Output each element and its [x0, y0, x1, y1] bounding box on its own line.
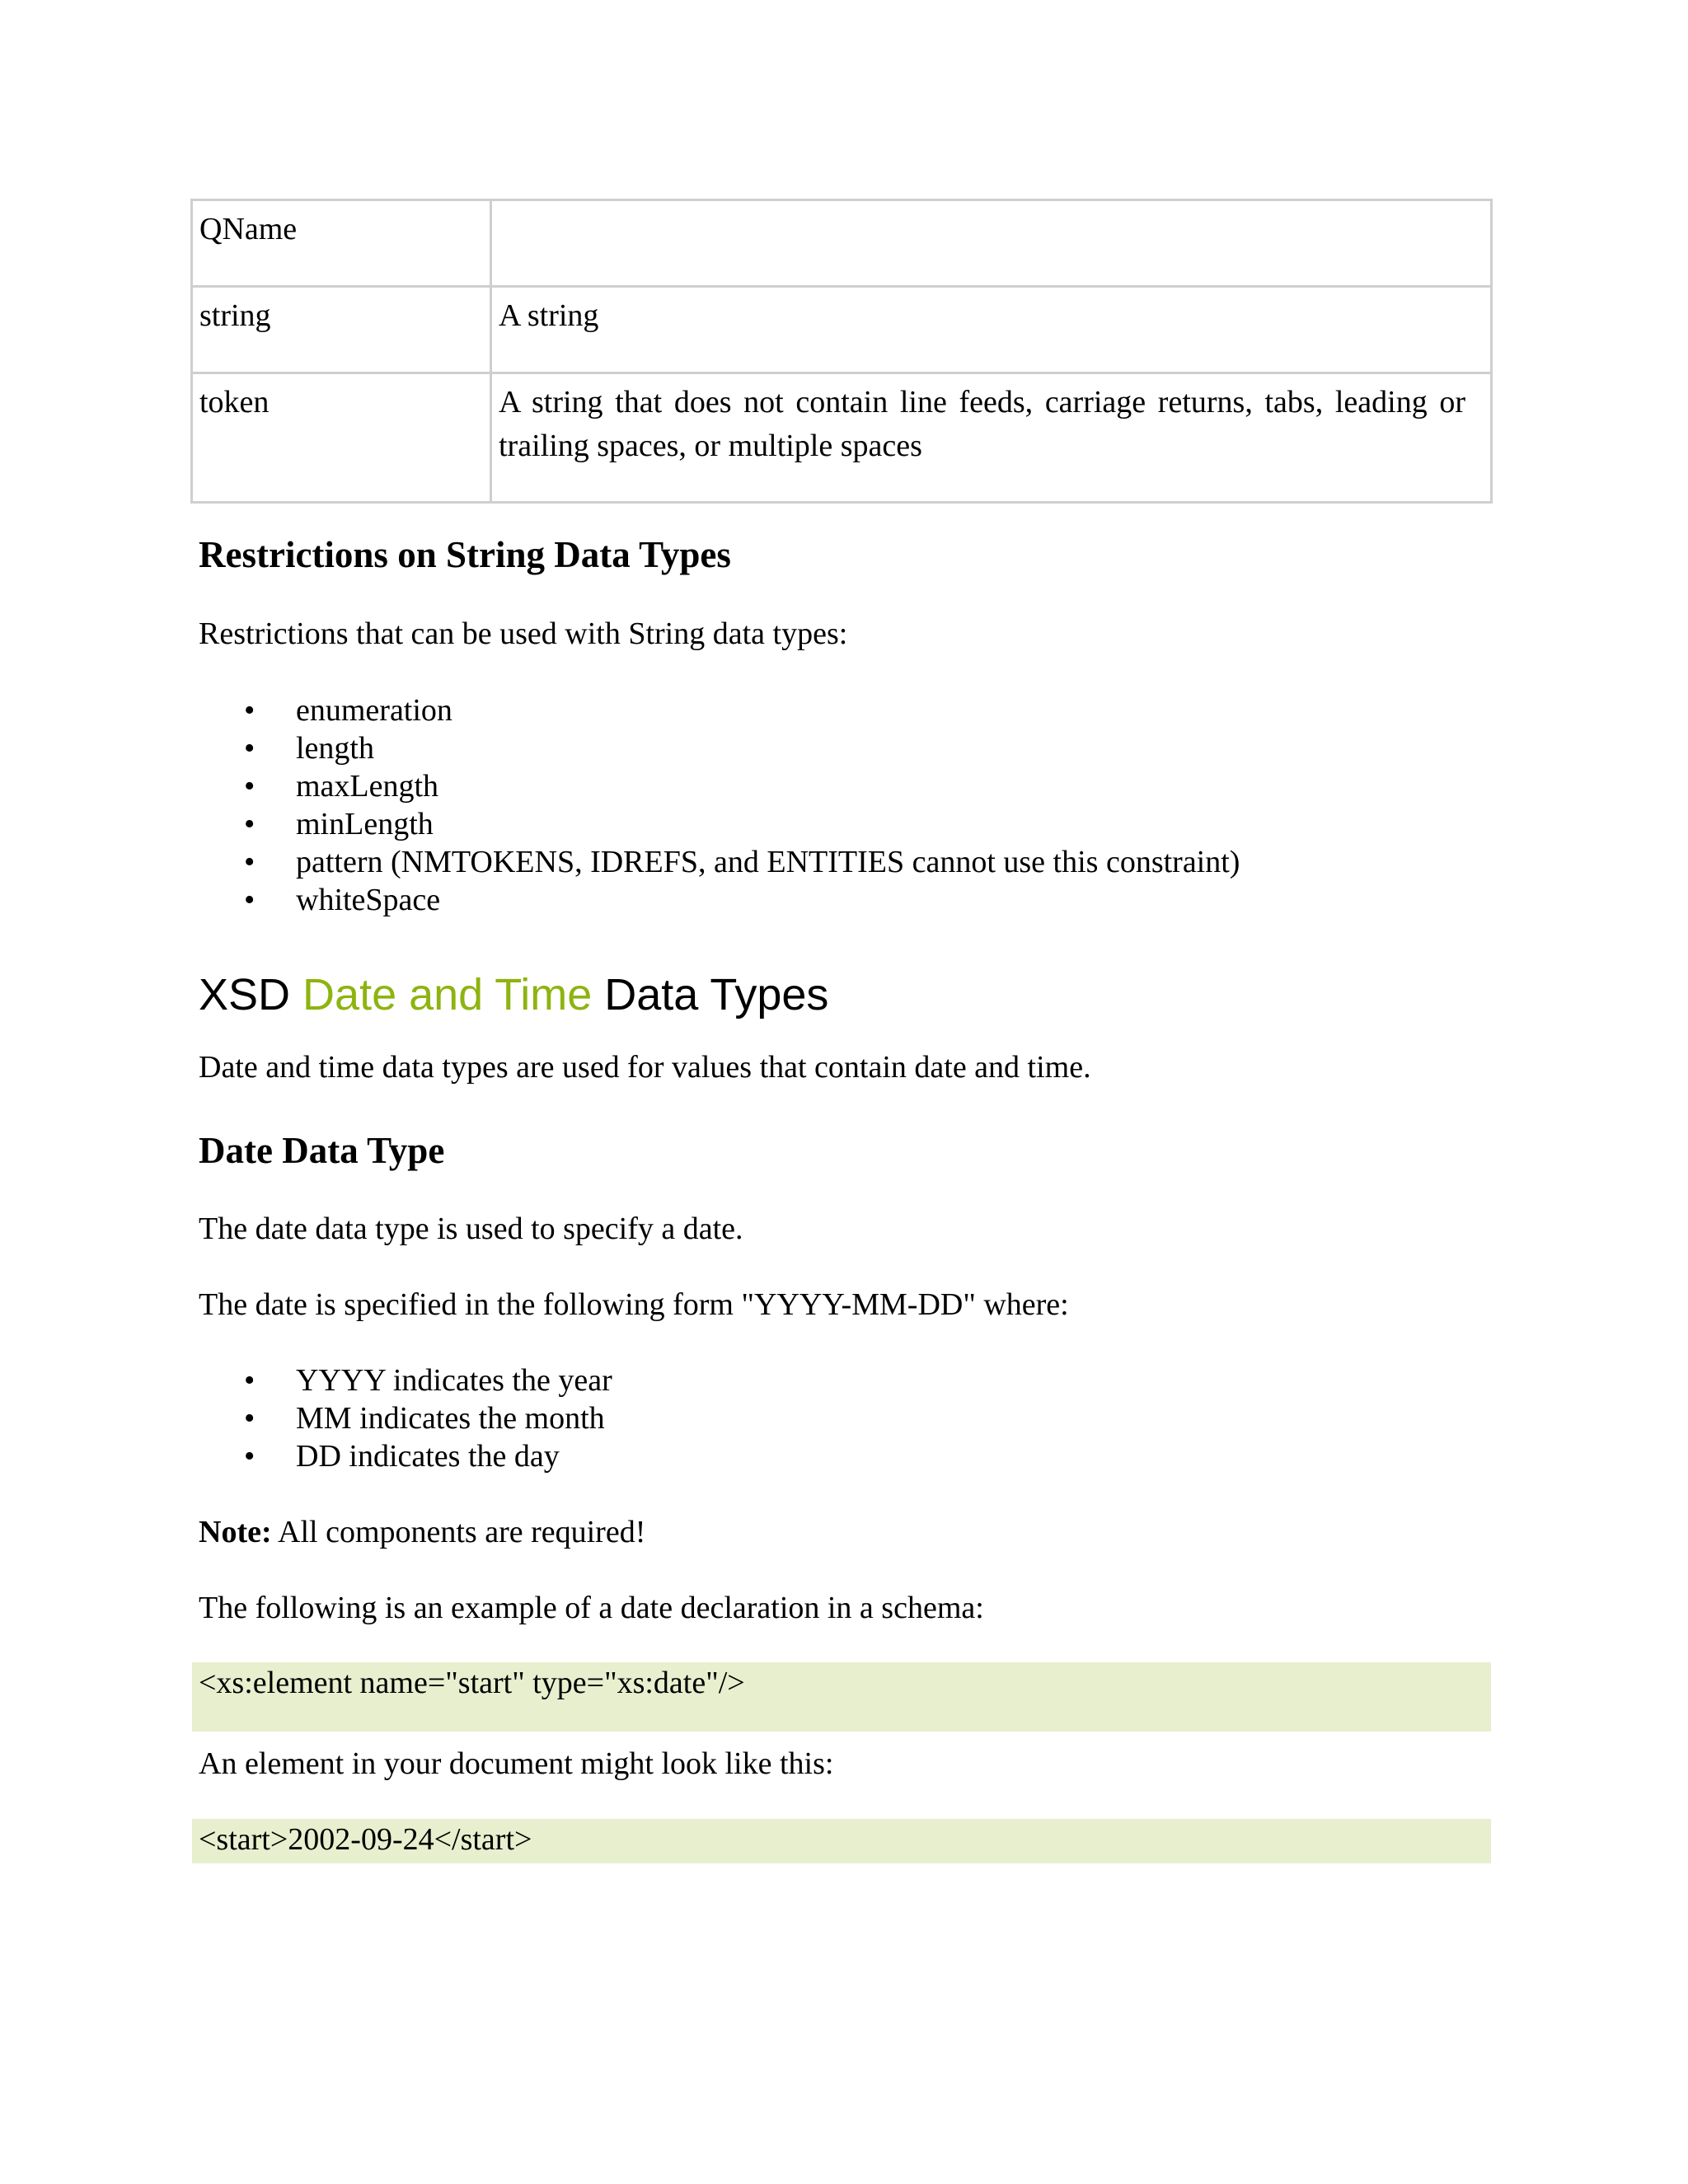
type-description-cell: A string — [491, 287, 1492, 373]
type-name-cell: token — [192, 373, 491, 503]
example-intro: The following is an example of a date declaration in a schema: — [199, 1591, 984, 1625]
bullet-icon: • — [244, 1401, 256, 1436]
date-type-para-2: The date is specified in the following form "YYYY-MM-DD" where: — [199, 1287, 1069, 1322]
bullet-icon: • — [244, 807, 256, 841]
element-intro: An element in your document might look like this: — [199, 1746, 834, 1781]
list-item: • maxLength — [244, 769, 439, 804]
list-item: • DD indicates the day — [244, 1439, 560, 1474]
list-item: • length — [244, 731, 374, 766]
list-item: • minLength — [244, 807, 434, 841]
restrictions-intro: Restrictions that can be used with String data types: — [199, 616, 848, 651]
schema-code-example: <xs:element name="start" type="xs:date"/> — [192, 1662, 1491, 1732]
date-type-heading: Date Data Type — [199, 1130, 445, 1171]
bullet-icon: • — [244, 845, 256, 879]
bullet-icon: • — [244, 1363, 256, 1398]
table-row — [192, 200, 1492, 287]
restrictions-list — [199, 691, 1240, 919]
bullet-icon: • — [244, 731, 256, 766]
datetime-heading: XSD Date and Time Data Types — [199, 970, 829, 1019]
string-types-table — [190, 199, 1493, 504]
type-name-cell: QName — [192, 200, 491, 287]
list-item: • YYYY indicates the year — [244, 1363, 612, 1398]
table-row — [192, 373, 1492, 503]
datetime-intro: Date and time data types are used for values that contain date and time. — [199, 1050, 1091, 1085]
list-item: • MM indicates the month — [244, 1401, 605, 1436]
type-description-cell: A string that does not contain line feeds, carriage returns, tabs, leading or trailing spaces, or multiple spaces — [491, 373, 1492, 503]
list-item: • pattern (NMTOKENS, IDREFS, and ENTITIES cannot use this constraint) — [244, 845, 1240, 879]
list-item: • enumeration — [244, 693, 452, 728]
bullet-icon: • — [244, 693, 256, 728]
bullet-icon: • — [244, 769, 256, 804]
bullet-icon: • — [244, 1439, 256, 1474]
bullet-icon: • — [244, 883, 256, 917]
list-item: • whiteSpace — [244, 883, 441, 917]
note-paragraph: Note: All components are required! — [199, 1515, 646, 1549]
date-format-list — [199, 1361, 612, 1475]
element-code-example: <start>2002-09-24</start> — [192, 1819, 1491, 1863]
restrictions-heading: Restrictions on String Data Types — [199, 534, 731, 575]
datetime-heading-accent: Date and Time — [302, 970, 593, 1019]
type-name-cell: string — [192, 287, 491, 373]
table-row — [192, 287, 1492, 373]
note-label: Note: — [199, 1515, 272, 1549]
date-type-para-1: The date data type is used to specify a date. — [199, 1212, 743, 1246]
type-description-cell — [491, 200, 1492, 287]
